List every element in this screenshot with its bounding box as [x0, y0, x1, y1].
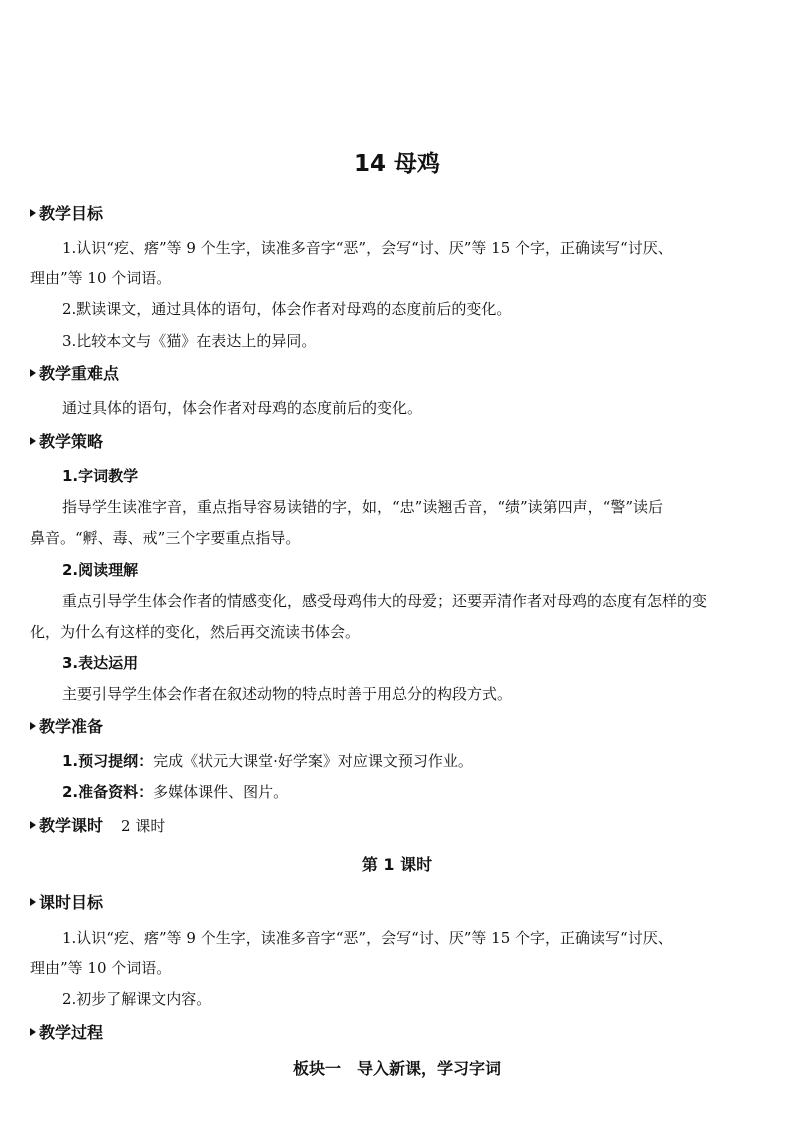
section-lesson-goals-heading — [30, 893, 103, 913]
section-strategy-label: 教学策略 — [39, 432, 104, 451]
section-prep-heading — [30, 717, 103, 737]
lesson-goal-1-line-2: 理由”等 10 个词语。 — [30, 959, 172, 977]
goal-2: 2.默读课文，通过具体的语句，体会作者对母鸡的态度前后的变化。 — [62, 300, 512, 318]
triangle-bullet-icon — [30, 821, 36, 829]
section-keypoints-heading — [30, 364, 119, 384]
prep-item-1-text: 完成《状元大课堂·好学案》对应课文预习作业。 — [153, 752, 473, 770]
section-goals-heading — [30, 204, 103, 224]
strategy-1-line-1: 指导学生读准字音，重点指导容易读错的字，如，“忠”读翘舌音，“绩”读第四声，“警”读后 — [62, 498, 664, 516]
section-hours-label: 教学课时 — [39, 816, 104, 835]
section-process-label: 教学过程 — [39, 1023, 104, 1042]
prep-item-1 — [62, 751, 473, 771]
triangle-bullet-icon — [30, 209, 36, 217]
section-strategy-heading — [30, 432, 103, 452]
strategy-1-line-2: 鼻音。“孵、毒、戒”三个字要重点指导。 — [30, 529, 301, 547]
triangle-bullet-icon — [30, 369, 36, 377]
strategy-3-line-1: 主要引导学生体会作者在叙述动物的特点时善于用总分的构段方式。 — [62, 685, 513, 703]
strategy-2-line-1: 重点引导学生体会作者的情感变化，感受母鸡伟大的母爱；还要弄清作者对母鸡的态度有怎样的变 — [62, 592, 708, 610]
prep-item-1-label: 1.预习提纲： — [62, 752, 154, 770]
strategy-2-line-2: 化，为什么有这样的变化，然后再交流读书体会。 — [30, 623, 361, 641]
section-goals-label: 教学目标 — [39, 204, 104, 223]
hours-value: 2 课时 — [121, 817, 166, 835]
strategy-2-title: 2.阅读理解 — [62, 561, 139, 579]
prep-item-2-label: 2.准备资料： — [62, 783, 154, 801]
goal-1-line-2: 理由”等 10 个词语。 — [30, 269, 172, 287]
section-lesson-goals-label: 课时目标 — [39, 893, 104, 912]
triangle-bullet-icon — [30, 722, 36, 730]
section-prep-label: 教学准备 — [39, 717, 104, 736]
prep-item-2 — [62, 782, 288, 802]
lesson-1-title: 第 1 课时 — [361, 855, 433, 874]
section-hours-heading — [30, 816, 165, 836]
goal-1-line-1: 1.认识“疙、瘩”等 9 个生字，读准多音字“恶”，会写“讨、厌”等 15 个字，正确读写“讨厌、 — [62, 239, 673, 257]
section-keypoints-label: 教学重难点 — [39, 364, 120, 383]
block-1-title: 板块一 导入新课，学习字词 — [292, 1059, 501, 1078]
section-process-heading — [30, 1023, 103, 1043]
lesson-goal-1-line-1: 1.认识“疙、瘩”等 9 个生字，读准多音字“恶”，会写“讨、厌”等 15 个字，正确读写“讨厌、 — [62, 929, 673, 947]
triangle-bullet-icon — [30, 437, 36, 445]
page-title: 14 母鸡 — [353, 151, 440, 177]
prep-item-2-text: 多媒体课件、图片。 — [153, 783, 289, 801]
keypoints-text: 通过具体的语句，体会作者对母鸡的态度前后的变化。 — [62, 399, 423, 417]
triangle-bullet-icon — [30, 1028, 36, 1036]
lesson-goal-2: 2.初步了解课文内容。 — [62, 990, 212, 1008]
strategy-1-title: 1.字词教学 — [62, 467, 139, 485]
strategy-3-title: 3.表达运用 — [62, 654, 139, 672]
goal-3: 3.比较本文与《猫》在表达上的异同。 — [62, 332, 317, 350]
triangle-bullet-icon — [30, 898, 36, 906]
